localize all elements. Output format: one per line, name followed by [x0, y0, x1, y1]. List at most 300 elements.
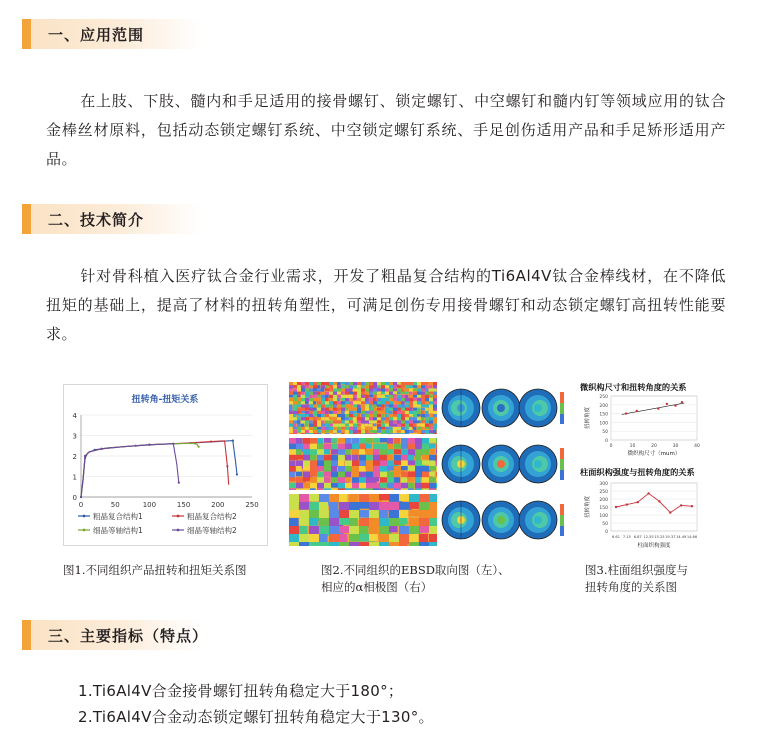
ebsd-grain: [321, 414, 325, 417]
ebsd-grain: [377, 392, 381, 395]
ebsd-grain: [401, 385, 405, 388]
ebsd-grain: [289, 502, 299, 510]
pole-figure-colorbar: [560, 504, 564, 536]
ebsd-grain: [313, 414, 317, 416]
ebsd-grain: [325, 411, 329, 414]
ebsd-grain: [341, 433, 344, 434]
ebsd-grain: [309, 408, 313, 412]
x-tick-label: 50: [110, 501, 120, 509]
data-point: [637, 501, 639, 503]
x-tick-label: 6.87: [633, 535, 642, 539]
ebsd-grain: [429, 433, 433, 434]
ebsd-grain: [324, 449, 330, 454]
ebsd-grain: [399, 542, 407, 546]
section-header-application: [22, 19, 202, 49]
ebsd-grain: [401, 388, 404, 392]
ebsd-grain: [357, 424, 361, 427]
ebsd-grain: [379, 542, 389, 546]
ebsd-grain: [293, 414, 296, 417]
ebsd-grain: [381, 433, 385, 434]
ebsd-grain: [301, 401, 306, 405]
ebsd-grain: [419, 526, 429, 533]
ebsd-grain: [337, 401, 341, 404]
x-tick-label: 7.15: [622, 535, 631, 539]
ebsd-grain: [389, 385, 394, 388]
ebsd-grain: [333, 433, 336, 434]
ebsd-grain: [377, 430, 381, 433]
ebsd-grain: [309, 385, 313, 388]
ebsd-grain: [436, 455, 437, 460]
ebsd-grain: [337, 398, 340, 401]
ebsd-grain: [397, 408, 401, 411]
ebsd-grain: [331, 472, 338, 478]
ebsd-grain: [329, 502, 338, 510]
ebsd-map-3: [289, 494, 437, 546]
ebsd-grain: [417, 385, 420, 389]
y-tick-label: 150: [599, 506, 608, 511]
ebsd-grain: [409, 392, 412, 395]
data-point: [666, 403, 668, 405]
x-tick-label: 6.61: [611, 535, 621, 539]
data-point: [674, 404, 676, 406]
technology-paragraph: 针对骨科植入医疗钛合金行业需求，开发了粗晶复合结构的Ti6Al4V钛合金棒线材，在不降低扭矩的基础上，提高了材料的扭转角塑性，可满足创伤专用接骨螺钉和动态锁定螺钉高扭转性能要求。: [46, 267, 726, 343]
section-title: 三、主要指标（特点）: [48, 627, 209, 645]
x-tick-label: 15.25: [654, 535, 665, 539]
x-tick-label: 0: [609, 444, 613, 449]
colorbar-bottom: [560, 414, 564, 424]
ebsd-grain: [289, 460, 295, 466]
pole-figure: [519, 389, 557, 427]
ebsd-grain: [369, 382, 373, 385]
ebsd-grain: [309, 542, 320, 546]
ebsd-grain: [331, 438, 337, 443]
ebsd-grain: [317, 438, 323, 444]
ebsd-grain: [379, 510, 388, 519]
ebsd-grain: [303, 477, 310, 481]
chart-title: 柱面织构强度与扭转角度的关系: [580, 467, 695, 477]
ebsd-grain: [433, 408, 437, 411]
ebsd-grain: [373, 398, 377, 401]
ebsd-grain: [357, 430, 361, 433]
ebsd-grain: [313, 401, 316, 405]
ebsd-grain: [385, 385, 389, 388]
ebsd-grain: [305, 424, 308, 428]
ebsd-grain: [429, 455, 437, 461]
figure-2-caption-line1: 图2.不同组织的EBSD取向图（左）、: [321, 563, 510, 577]
ebsd-grain: [421, 430, 425, 434]
ebsd-grain: [338, 455, 345, 461]
legend-label: 粗晶复合结构1: [93, 512, 143, 521]
ebsd-grain: [436, 444, 437, 450]
ebsd-grain: [377, 382, 381, 385]
y-tick-label: 0: [605, 530, 608, 535]
ebsd-grain: [422, 460, 430, 464]
y-tick-label: 3: [72, 432, 77, 441]
ebsd-grain: [289, 466, 296, 472]
series-point: [172, 443, 174, 445]
ebsd-grain: [325, 433, 329, 434]
ebsd-grain: [389, 526, 398, 532]
colorbar-bottom: [560, 526, 564, 536]
plot-frame: [611, 396, 697, 440]
ebsd-grain: [415, 477, 421, 484]
ebsd-grain: [413, 424, 416, 427]
x-tick-label: 14.66: [686, 535, 698, 539]
series-point: [80, 496, 82, 498]
ebsd-grain: [305, 427, 309, 430]
ebsd-grain: [366, 438, 373, 443]
ebsd-grain: [357, 385, 361, 387]
ebsd-grain: [321, 433, 325, 434]
ebsd-grain: [341, 392, 345, 395]
ebsd-grain: [394, 438, 400, 444]
series-point: [226, 465, 228, 467]
ebsd-grain: [409, 430, 414, 433]
ebsd-grain: [377, 395, 381, 398]
pole-figure-center: [534, 460, 542, 468]
ebsd-grain: [339, 518, 350, 525]
ebsd-grain: [353, 398, 356, 400]
ebsd-grain: [310, 455, 316, 461]
ebsd-grain: [309, 411, 313, 414]
ebsd-grain: [301, 424, 304, 427]
ebsd-grain: [352, 472, 359, 478]
figure-2-caption-line2: 相应的α相极图（右）: [321, 580, 433, 594]
ebsd-grain: [373, 477, 379, 481]
ebsd-grain: [394, 488, 400, 490]
ebsd-grain: [389, 420, 393, 423]
pole-figure-center: [497, 404, 505, 412]
ebsd-grain: [389, 408, 393, 411]
ebsd-grain: [373, 488, 380, 490]
figure-3a-chart-panel: [577, 380, 703, 462]
ebsd-grain: [397, 430, 401, 432]
ebsd-grain: [387, 472, 394, 478]
ebsd-grain: [310, 472, 317, 477]
ebsd-grain: [317, 398, 321, 401]
pole-figure-colorbar: [560, 448, 564, 480]
data-point: [626, 503, 628, 505]
ebsd-grain: [309, 392, 313, 395]
ebsd-grain: [401, 466, 408, 470]
x-tick-label: 20: [651, 444, 657, 449]
ebsd-grain: [409, 433, 413, 434]
x-axis-label: 微织构尺寸（mum）: [627, 451, 681, 457]
ebsd-grain: [429, 477, 437, 482]
ebsd-grain: [359, 449, 365, 454]
ebsd-grain: [325, 385, 328, 388]
ebsd-grain: [422, 488, 430, 490]
ebsd-grain: [369, 411, 373, 414]
legend-label: 细晶等轴结构2: [187, 526, 237, 535]
ebsd-grain: [345, 488, 352, 490]
ebsd-grain: [337, 392, 341, 395]
x-tick-label: 12.55: [643, 535, 654, 539]
figure-3-caption-line2: 扭转角度的关系图: [585, 580, 677, 594]
ebsd-grain: [429, 401, 433, 405]
ebsd-grain: [413, 388, 417, 391]
x-tick-label: 30: [672, 444, 679, 449]
ebsd-grain: [317, 433, 321, 434]
pole-figure: [482, 445, 520, 483]
ebsd-grain: [397, 385, 401, 388]
ebsd-grain: [381, 430, 386, 434]
ebsd-grain: [337, 382, 341, 385]
ebsd-grain: [409, 385, 413, 388]
y-tick-label: 50: [602, 522, 608, 527]
ebsd-grain: [408, 477, 415, 481]
ebsd-grain: [349, 433, 352, 434]
ebsd-grain: [331, 488, 337, 490]
ebsd-grain: [349, 382, 353, 385]
ebsd-grain: [310, 488, 316, 490]
ebsd-grain: [289, 408, 293, 411]
y-tick-label: 4: [72, 412, 77, 420]
ebsd-grain: [389, 430, 393, 433]
ebsd-grain: [373, 444, 381, 450]
ebsd-grain: [297, 395, 300, 397]
ebsd-grain: [401, 488, 408, 490]
ebsd-grain: [433, 414, 437, 417]
texture-size-angle-chart: [577, 380, 703, 462]
ebsd-grain: [429, 510, 437, 517]
ebsd-grain: [436, 449, 437, 453]
ebsd-grain: [385, 433, 390, 434]
ebsd-grain: [381, 427, 385, 430]
ebsd-grain: [329, 414, 333, 417]
ebsd-grain: [397, 433, 401, 434]
ebsd-grain: [380, 488, 386, 490]
pole-figure: [482, 501, 520, 539]
data-point: [680, 504, 682, 506]
ebsd-grain: [436, 488, 437, 490]
ebsd-grain: [405, 427, 409, 430]
y-tick-label: 2: [72, 453, 77, 461]
ebsd-grain: [421, 420, 425, 422]
ebsd-grain: [345, 430, 349, 434]
y-tick-label: 0: [605, 439, 608, 444]
ebsd-grain: [365, 395, 369, 398]
ebsd-grain: [397, 382, 400, 384]
series-line: [616, 493, 692, 512]
ebsd-grain: [313, 408, 317, 411]
ebsd-grain: [405, 395, 408, 398]
ebsd-grain: [317, 483, 324, 489]
ebsd-grain: [429, 466, 437, 471]
ebsd-grain: [425, 433, 429, 434]
ebsd-grain: [421, 411, 424, 415]
x-tick-label: 0: [78, 501, 84, 509]
ebsd-grain: [345, 472, 351, 478]
ebsd-grain: [369, 534, 378, 541]
ebsd-map-1: [289, 382, 437, 434]
ebsd-grain: [429, 502, 437, 510]
pole-figure-colorbar: [560, 392, 564, 424]
ebsd-grain: [349, 388, 352, 391]
ebsd-grain: [433, 411, 437, 414]
ebsd-grain: [425, 385, 429, 388]
ebsd-grain: [331, 466, 337, 472]
ebsd-grain: [393, 385, 396, 388]
ebsd-separator: [289, 434, 437, 437]
ebsd-grain: [380, 438, 387, 442]
y-tick-label: 1: [72, 473, 77, 482]
ebsd-grain: [409, 542, 420, 546]
indicator-item-2: 2.Ti6Al4V合金动态锁定螺钉扭转角稳定大于130°。: [78, 708, 434, 726]
indicator-item-1: 1.Ti6Al4V合金接骨螺钉扭转角稳定大于180°；: [78, 682, 404, 700]
ebsd-grain: [361, 385, 365, 389]
ebsd-grain: [305, 417, 309, 420]
ebsd-grain: [429, 472, 435, 477]
chart-title: 微织构尺寸和扭转角度的关系: [580, 382, 687, 392]
ebsd-grain: [417, 414, 421, 417]
ebsd-grain: [373, 472, 380, 479]
data-point: [615, 506, 617, 508]
x-tick-label: 150: [176, 501, 191, 509]
ebsd-grain: [339, 534, 347, 542]
ebsd-grain: [289, 477, 296, 481]
chart-title: 扭转角-扭矩关系: [131, 395, 199, 405]
ebsd-grain: [394, 472, 400, 478]
pole-figure: [519, 445, 557, 483]
ebsd-grain: [309, 518, 318, 526]
ebsd-grain: [329, 411, 333, 414]
ebsd-grain: [417, 392, 421, 395]
ebsd-grain: [305, 401, 309, 404]
application-paragraph: 在上肢、下肢、髓内和手足适用的接骨螺钉、锁定螺钉、中空螺钉和髓内钉等领域应用的钛合金棒丝材原料，包括动态锁定螺钉系统、中空锁定螺钉系统、手足创伤适用产品和手足矫形适用产品。: [46, 92, 726, 168]
legend-marker: [177, 529, 180, 532]
section-accent-bar: [22, 620, 31, 650]
pole-figure-center: [534, 404, 542, 412]
pole-figure-center: [534, 516, 542, 524]
series-point: [148, 444, 150, 446]
x-tick-label: 10: [629, 444, 636, 449]
data-point: [669, 511, 671, 513]
ebsd-grain: [301, 382, 305, 384]
ebsd-grain: [305, 385, 310, 388]
legend-label: 细晶等轴结构1: [93, 526, 143, 535]
series-point: [100, 448, 102, 450]
ebsd-separator: [289, 546, 437, 548]
ebsd-grain: [429, 449, 435, 454]
ebsd-grain: [425, 414, 429, 417]
ebsd-grain: [317, 382, 321, 385]
y-tick-label: 200: [599, 498, 608, 503]
prismatic-texture-angle-chart: [577, 465, 703, 555]
ebsd-grain: [321, 424, 325, 427]
ebsd-grain: [345, 408, 348, 411]
y-tick-label: 150: [599, 412, 608, 418]
ebsd-grain: [373, 420, 378, 422]
ebsd-grain: [297, 411, 301, 414]
legend-label: 粗晶复合结构2: [187, 512, 237, 521]
ebsd-grain: [401, 455, 408, 461]
x-tick-label: 250: [245, 501, 259, 509]
ebsd-grain: [317, 395, 321, 398]
section-accent-bar: [22, 204, 31, 234]
ebsd-grain: [425, 395, 429, 398]
ebsd-grain: [399, 518, 408, 524]
section-header-technology: [22, 204, 202, 234]
ebsd-grain: [389, 433, 393, 434]
ebsd-grain: [379, 518, 390, 527]
y-tick-label: 200: [599, 403, 608, 409]
pole-figure: [442, 389, 480, 427]
ebsd-grain: [325, 398, 329, 402]
ebsd-grain: [394, 449, 401, 454]
pole-figure: [442, 445, 480, 483]
ebsd-grain: [337, 395, 342, 398]
ebsd-grain: [349, 392, 353, 395]
ebsd-grain: [381, 382, 385, 385]
ebsd-grain: [293, 424, 296, 427]
ebsd-grain: [319, 502, 328, 510]
ebsd-grain: [309, 420, 313, 423]
ebsd-grain: [297, 430, 301, 433]
pole-figure: [482, 389, 520, 427]
ebsd-grain: [365, 385, 368, 388]
ebsd-grain: [401, 430, 404, 433]
ebsd-grain: [429, 438, 437, 443]
ebsd-grain: [381, 408, 384, 411]
ebsd-grain: [401, 477, 407, 483]
ebsd-grain: [321, 417, 325, 421]
ebsd-map-2: [289, 438, 437, 490]
ebsd-grain: [409, 427, 412, 430]
ebsd-grain: [415, 455, 421, 461]
ebsd-grain: [293, 417, 297, 420]
data-point: [636, 410, 638, 412]
ebsd-grain: [380, 444, 387, 451]
ebsd-grain: [421, 417, 424, 421]
y-tick-label: 250: [599, 395, 608, 400]
ebsd-grain: [365, 424, 368, 427]
series-line-2: [81, 441, 229, 497]
ebsd-grain: [313, 392, 317, 395]
ebsd-grain: [405, 392, 409, 395]
legend-marker: [177, 515, 180, 518]
ebsd-grain: [357, 411, 362, 414]
x-tick-label: 100: [142, 501, 157, 509]
ebsd-grain: [289, 411, 293, 414]
ebsd-grain: [339, 526, 350, 533]
ebsd-grain: [409, 414, 413, 417]
pole-figure: [519, 501, 557, 539]
ebsd-grain: [436, 472, 437, 477]
ebsd-grain: [296, 455, 304, 460]
ebsd-grain: [433, 401, 437, 404]
ebsd-grain: [321, 398, 325, 401]
series-line-3: [81, 443, 199, 497]
ebsd-grain: [329, 408, 333, 411]
figure-3b-chart-panel: [577, 465, 703, 555]
ebsd-grain: [394, 477, 400, 483]
ebsd-grain: [381, 392, 385, 394]
ebsd-grain: [373, 424, 376, 426]
ebsd-grain: [429, 427, 433, 430]
ebsd-grain: [429, 542, 437, 546]
ebsd-grain: [359, 526, 368, 535]
colorbar-bottom: [560, 470, 564, 480]
section-title: 二、技术简介: [48, 211, 145, 229]
ebsd-grain: [325, 395, 329, 398]
ebsd-grain: [436, 460, 437, 466]
ebsd-grain: [352, 488, 359, 490]
figure-2-ebsd-panel: [289, 380, 566, 548]
x-tick-label: 19.37: [665, 535, 676, 539]
ebsd-grain: [381, 420, 384, 423]
ebsd-grain: [359, 502, 369, 509]
